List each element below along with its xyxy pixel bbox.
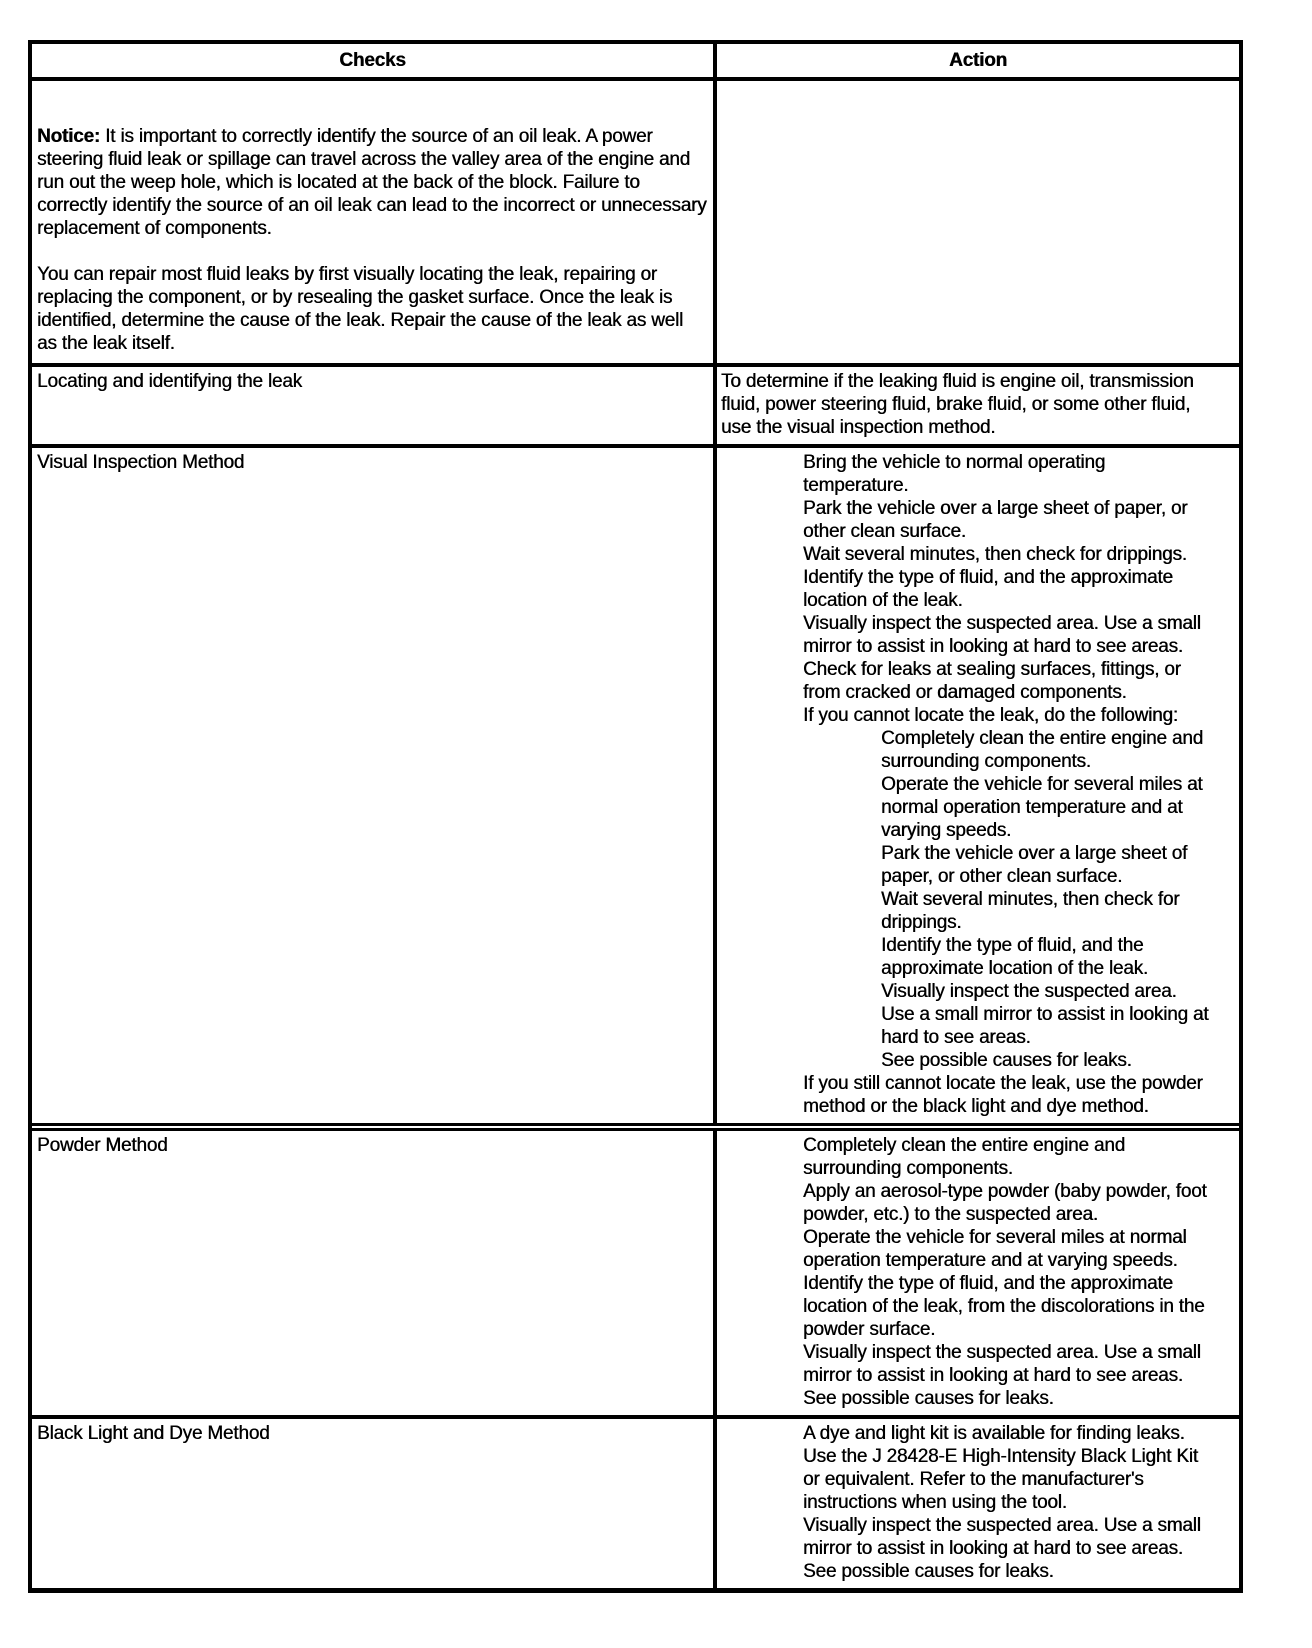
text-line: or equivalent. Refer to the manufacturer's: [803, 1469, 1144, 1490]
text-line: approximate location of the leak.: [881, 958, 1148, 979]
text-line: hard to see areas.: [881, 1027, 1031, 1048]
text-line: Identify the type of fluid, and the approximate: [803, 1273, 1173, 1294]
notice-text: It is important to correctly identify the source of an oil leak. A power steering fluid leak or spillage can travel across the valley area of the engine and run out the weep hole, which is located at the back of the block. Failure to correctly identify the source of an oil leak can lead to the incorrect or unnecessary replacement of components.: [37, 126, 707, 239]
table-row-visual-inspection: [32, 444, 1239, 1123]
text-line: Visually inspect the suspected area. Use a small: [803, 1515, 1201, 1536]
text-line: Completely clean the entire engine and: [881, 728, 1203, 749]
text-line: Wait several minutes, then check for: [881, 889, 1180, 910]
text-line: Check for leaks at sealing surfaces, fittings, or: [803, 659, 1181, 680]
black-light-action-cell: [717, 1419, 1239, 1588]
text-line: mirror to assist in looking at hard to see areas.: [803, 1538, 1183, 1559]
text-line: fluid, power steering fluid, brake fluid, or some other fluid,: [721, 394, 1191, 415]
text-line: normal operation temperature and at: [881, 797, 1183, 818]
text-line: Visually inspect the suspected area.: [881, 981, 1177, 1002]
text-line: paper, or other clean surface.: [881, 866, 1123, 887]
notice-checks-cell: [32, 81, 717, 363]
text-line: from cracked or damaged components.: [803, 682, 1127, 703]
text-line: mirror to assist in looking at hard to see areas.: [803, 636, 1183, 657]
text-line: Operate the vehicle for several miles at: [881, 774, 1203, 795]
text-line: Visually inspect the suspected area. Use a small: [803, 613, 1201, 634]
text-line: location of the leak.: [803, 590, 963, 611]
text-line: Identify the type of fluid, and the approximate: [803, 567, 1173, 588]
text-line: drippings.: [881, 912, 962, 933]
repair-paragraph: You can repair most fluid leaks by first visually locating the leak, repairing or replacing the component, or by resealing the gasket surface. Once the leak is identified, determine the cause of the leak. Repair the cause of the leak as well as the leak itself.: [37, 264, 684, 354]
text-line: Identify the type of fluid, and the: [881, 935, 1144, 956]
text-line: See possible causes for leaks.: [803, 1388, 1054, 1409]
text-line: Visually inspect the suspected area. Use a small: [803, 1342, 1201, 1363]
text-line: See possible causes for leaks.: [803, 1561, 1054, 1582]
text-line: Use the J 28428-E High-Intensity Black Light Kit: [803, 1446, 1198, 1467]
black-light-checks-cell: Black Light and Dye Method: [32, 1419, 717, 1588]
text-line: operation temperature and at varying speeds.: [803, 1250, 1178, 1271]
text-line: If you cannot locate the leak, do the following:: [803, 705, 1178, 726]
text-line: Park the vehicle over a large sheet of: [881, 843, 1188, 864]
notice-label: Notice:: [37, 126, 100, 147]
locating-action-cell: [717, 367, 1239, 444]
table-row-powder-method: [32, 1123, 1239, 1415]
text-line: See possible causes for leaks.: [881, 1050, 1132, 1071]
text-line: location of the leak, from the discolorations in the: [803, 1296, 1205, 1317]
text-line: To determine if the leaking fluid is engine oil, transmission: [721, 371, 1194, 392]
text-line: method or the black light and dye method.: [803, 1096, 1149, 1117]
locating-checks-cell: Locating and identifying the leak: [32, 367, 717, 444]
text-line: use the visual inspection method.: [721, 417, 996, 438]
text-line: surrounding components.: [881, 751, 1091, 772]
powder-method-action-cell: [717, 1131, 1239, 1415]
notice-action-cell: [717, 81, 1239, 363]
notice-paragraph: [37, 125, 707, 240]
text-line: A dye and light kit is available for finding leaks.: [803, 1423, 1185, 1444]
action-column-header: Action: [949, 50, 1007, 71]
text-line: Use a small mirror to assist in looking at: [881, 1004, 1209, 1025]
text-line: powder surface.: [803, 1319, 936, 1340]
table-row-black-light: [32, 1415, 1239, 1588]
table-row-notice: [32, 77, 1239, 363]
text-line: Wait several minutes, then check for drippings.: [803, 544, 1187, 565]
text-line: instructions when using the tool.: [803, 1492, 1067, 1513]
text-line: powder, etc.) to the suspected area.: [803, 1204, 1098, 1225]
text-line: Completely clean the entire engine and: [803, 1135, 1125, 1156]
table-row-locating: [32, 363, 1239, 444]
checks-column-header: Checks: [32, 44, 717, 77]
text-line: Park the vehicle over a large sheet of paper, or: [803, 498, 1188, 519]
text-line: If you still cannot locate the leak, use the powder: [803, 1073, 1203, 1094]
leak-diagnosis-table: [28, 40, 1243, 1593]
powder-method-checks-cell: Powder Method: [32, 1131, 717, 1415]
text-line: temperature.: [803, 475, 909, 496]
text-line: Bring the vehicle to normal operating: [803, 452, 1106, 473]
visual-inspection-action-cell: [717, 448, 1239, 1123]
text-line: Apply an aerosol-type powder (baby powder, foot: [803, 1181, 1207, 1202]
visual-inspection-checks-cell: Visual Inspection Method: [32, 448, 717, 1123]
text-line: mirror to assist in looking at hard to see areas.: [803, 1365, 1183, 1386]
text-line: surrounding components.: [803, 1158, 1013, 1179]
text-line: Operate the vehicle for several miles at normal: [803, 1227, 1187, 1248]
text-line: varying speeds.: [881, 820, 1012, 841]
table-header-row: [32, 44, 1239, 77]
text-line: other clean surface.: [803, 521, 966, 542]
